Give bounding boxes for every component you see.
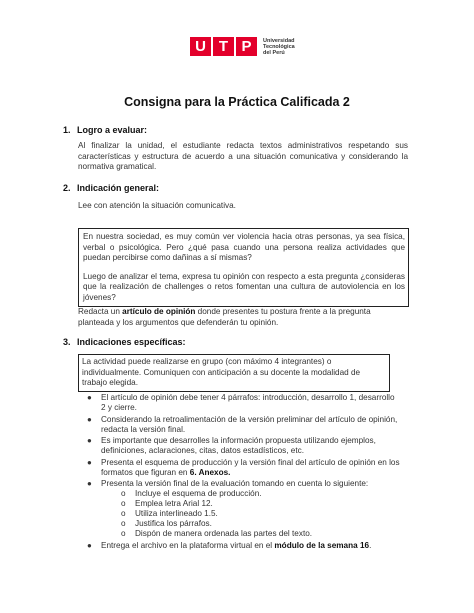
format-sublist	[101, 489, 401, 539]
section-heading-logro: 1. Logro a evaluar:	[63, 125, 148, 135]
group-box-text: La actividad puede realizarse en grupo (con máximo 4 integrantes) o individualmente. Comuniquen con anticipación a su docente la modalidad de trabajo elegida.	[82, 357, 361, 387]
section-heading-indicaciones-especificas: 3. Indicaciones específicas:	[63, 337, 186, 347]
list-item: ● Considerando la retroalimentación de la versión preliminar del artículo de opinión, redacta la versión final.	[87, 414, 398, 434]
sub-list-item: o Dispón de manera ordenada las partes del texto.	[121, 529, 313, 538]
logo-letter-t: T	[213, 37, 234, 56]
list-item: ● Presenta el esquema de producción y la versión final del artículo de opinión en los formatos que figuran en 6. Anexos.	[87, 457, 400, 477]
indicacion-general-text: Lee con atención la situación comunicativa.	[78, 201, 236, 210]
bullet-icon: ●	[87, 457, 92, 467]
bullet-icon: ●	[87, 540, 92, 550]
circle-bullet-icon: o	[121, 499, 126, 508]
sub-list-item: o Justifica los párrafos.	[121, 519, 212, 528]
bullet-icon: ●	[87, 414, 92, 424]
sub-list-item: o Emplea letra Arial 12.	[121, 499, 213, 508]
list-item: ● El artículo de opinión debe tener 4 párrafos: introducción, desarrollo 1, desarrollo 2 y cierre.	[87, 393, 395, 412]
logo-letter-p: P	[236, 37, 257, 56]
sub-list-item: o Incluye el esquema de producción.	[121, 489, 262, 498]
circle-bullet-icon: o	[121, 489, 126, 498]
list-item: ● Entrega el archivo en la plataforma virtual en el módulo de la semana 16.	[87, 540, 372, 550]
logo-letter-u: U	[190, 37, 211, 56]
section-heading-indicacion-general: 2. Indicación general:	[63, 183, 160, 193]
situation-paragraph-2: Luego de analizar el tema, expresa tu opinión con respecto a esta pregunta ¿consideras que la realización de challenges o retos fomentan una cultura de autoviolencia en los jóvenes?	[83, 271, 405, 302]
instructions-list	[87, 393, 401, 552]
bullet-icon: ●	[87, 393, 92, 402]
bullet-icon: ●	[87, 436, 92, 445]
sub-list-item: o Utiliza interlineado 1.5.	[121, 509, 218, 518]
opinion-instruction: Redacta un artículo de opinión donde presentes tu postura frente a la pregunta planteada y los argumentos que defenderán tu opinión.	[78, 307, 371, 327]
bullet-icon: ●	[87, 479, 92, 488]
utp-logo	[190, 37, 295, 56]
circle-bullet-icon: o	[121, 519, 126, 528]
logro-paragraph: Al finalizar la unidad, el estudiante redacta textos administrativos respetando sus características y estructura de acuerdo a una situación comunicativa y considerando la normativa gramatical.	[78, 141, 408, 171]
list-item: ● Presenta la versión final de la evaluación tomando en cuenta lo siguiente: o Incluye el esquema de producción. o Emplea letra Arial 12. o Utiliza interlineado 1.5. o Justifica los párrafos. o Dispón de manera ordenada las partes del texto.	[101, 479, 401, 539]
group-box	[78, 354, 390, 392]
circle-bullet-icon: o	[121, 509, 126, 518]
situation-box	[78, 228, 409, 307]
circle-bullet-icon: o	[121, 529, 126, 538]
logo-university-name: Universidad Tecnológica del Perú	[263, 37, 295, 56]
situation-paragraph-1: En nuestra sociedad, es muy común ver violencia hacia otras personas, ya sea física, verbal o psicológica. Pero ¿qué pasa cuando una persona realiza actividades que puedan percibirse como dañinas a sí mismas?	[83, 232, 405, 262]
list-item: ● Es importante que desarrolles la información propuesta utilizando ejemplos, definiciones, aclaraciones, citas, datos estadísticos, etc.	[87, 436, 376, 455]
page-title: Consigna para la Práctica Calificada 2	[124, 95, 350, 109]
